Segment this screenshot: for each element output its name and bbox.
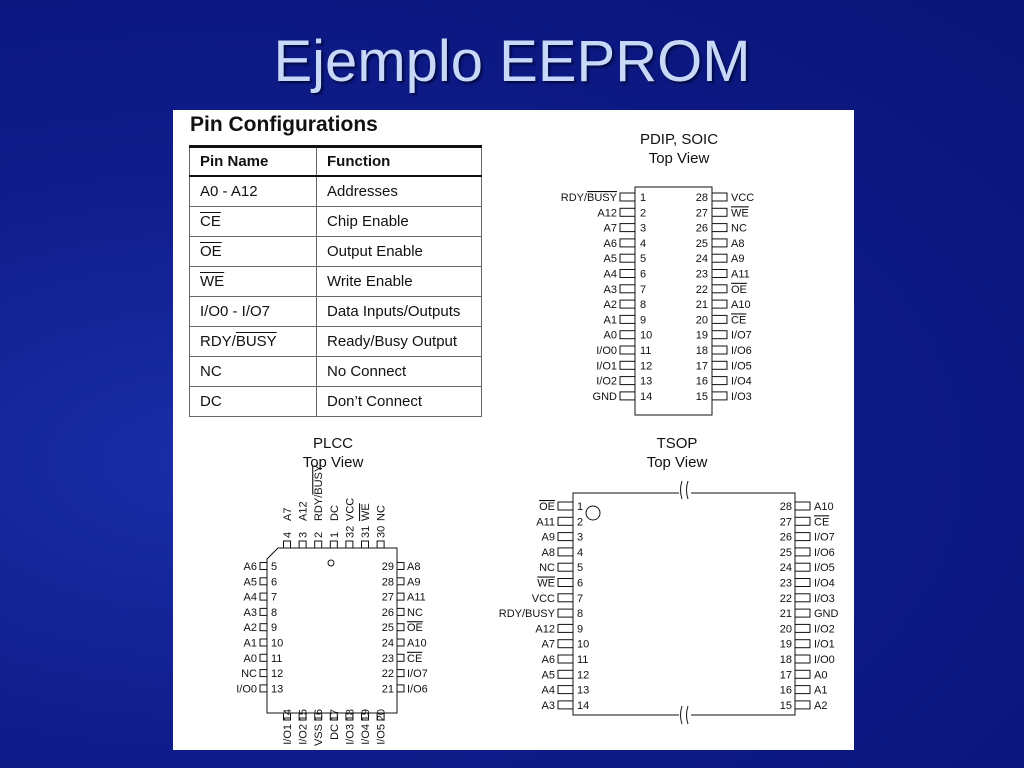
tsop-pin-number: 9 (577, 623, 584, 636)
pdip-pin (620, 270, 635, 278)
tsop-pin-number: 12 (577, 669, 590, 682)
pdip-pin (712, 331, 727, 339)
plcc-pin (299, 541, 306, 548)
plcc-pin (260, 639, 267, 646)
tsop-pin (558, 640, 573, 648)
plcc-pin-label: VSS (313, 724, 326, 747)
plcc-pin (397, 639, 404, 646)
tsop-pin (795, 579, 810, 587)
plcc-pin (260, 654, 267, 661)
function-cell: Addresses (317, 176, 482, 207)
plcc-pin-label: I/O5 (375, 724, 388, 745)
plcc-pin-label: RDY/BUSY (313, 464, 326, 521)
plcc-pin (397, 578, 404, 585)
plcc-pin-label: A1 (243, 637, 257, 650)
plcc-pin-label: I/O2 (297, 724, 310, 745)
pdip-pin (620, 300, 635, 308)
tsop-pin-label: A11 (536, 516, 555, 529)
tsop-pin-number: 17 (779, 669, 792, 682)
tsop-pin-number: 26 (779, 531, 792, 544)
plcc-pin (397, 593, 404, 600)
tsop-pin (795, 517, 810, 525)
tsop-pin (558, 594, 573, 602)
plcc-pin-label: NC (375, 505, 388, 521)
plcc-pin-number: 9 (271, 622, 278, 635)
tsop-pin-label: A6 (541, 654, 555, 666)
tsop-pin-number: 22 (779, 592, 792, 605)
plcc-pin-number: 21 (381, 683, 394, 696)
pin-name-part: A0 - A12 (200, 183, 258, 200)
tsop-pin (795, 640, 810, 648)
plcc-pin-number: 13 (271, 683, 284, 696)
tsop-pin-label: CE (814, 516, 830, 529)
tsop-pin-number: 16 (779, 684, 792, 697)
tsop-pin-label: I/O7 (814, 531, 835, 544)
datasheet-figure (173, 110, 854, 750)
pdip-pin (712, 224, 727, 232)
tsop-pin (795, 548, 810, 556)
plcc-pin-label: DC (328, 505, 341, 521)
tsop-pin-number: 10 (577, 638, 590, 651)
tsop-pin (558, 609, 573, 617)
pdip-pin-label: A1 (603, 314, 617, 327)
pdip-pin (620, 285, 635, 293)
tsop-pin-label: OE (539, 501, 555, 513)
pdip-pin-label: WE (731, 207, 749, 220)
plcc-pin (397, 624, 404, 631)
pin-name-part: RDY/ (200, 333, 236, 350)
pdip-pin-label: A3 (603, 283, 617, 296)
tsop-pin-label: A10 (814, 501, 834, 513)
pdip-pin (712, 361, 727, 369)
package-diagrams (173, 110, 854, 750)
tsop-pin (795, 701, 810, 709)
pdip-pin (620, 392, 635, 400)
plcc-pin-label: I/O4 (360, 724, 372, 745)
pdip-pin (620, 346, 635, 354)
plcc-caption-view: Top View (302, 454, 364, 471)
tsop-pin (558, 655, 573, 663)
tsop-pin (795, 563, 810, 571)
plcc-pin-number: 19 (360, 709, 372, 722)
plcc-pin (315, 541, 322, 548)
pdip-pin (712, 270, 727, 278)
tsop-pin-number: 11 (577, 654, 589, 666)
plcc-pin-number: 24 (381, 637, 394, 650)
plcc-pin-label: A9 (407, 576, 421, 589)
tsop-pin-label: A3 (541, 699, 555, 712)
tsop-pin (558, 548, 573, 556)
pdip-pin-label: A5 (603, 253, 617, 266)
pdip-pin-label: GND (592, 390, 617, 403)
plcc-pin-number: 2 (313, 531, 326, 538)
plcc-pin-label: A3 (243, 606, 257, 619)
pdip-pin-label: CE (731, 314, 747, 327)
tsop-pin-label: I/O6 (814, 546, 835, 559)
tsop-pin-label: I/O4 (814, 577, 835, 590)
pdip-pin-number: 8 (640, 299, 647, 312)
pin-name-part: $\overline{CE}$ (200, 213, 221, 230)
pdip-pin-number: 26 (695, 222, 708, 235)
plcc-pin-label: A8 (407, 561, 421, 573)
tsop-pin (558, 563, 573, 571)
pdip-pin-number: 1 (640, 192, 647, 204)
tsop-pin (795, 624, 810, 632)
plcc-pin-number: 27 (381, 591, 394, 604)
tsop-pin-number: 13 (577, 684, 590, 697)
tsop-pin-number: 27 (779, 516, 792, 529)
tsop-pin-number: 4 (577, 546, 584, 559)
tsop-pin-label: NC (539, 562, 555, 575)
pdip-pin-label: I/O4 (731, 375, 752, 388)
tsop-pin (558, 502, 573, 510)
tsop-pin-label: I/O0 (814, 654, 835, 666)
tsop-caption-package: TSOP (656, 435, 698, 452)
pdip-pin-number: 27 (695, 207, 708, 220)
pdip-pin-number: 2 (640, 207, 647, 220)
plcc-pin-number: 11 (271, 652, 283, 665)
tsop-pin (795, 594, 810, 602)
function-cell: Data Inputs/Outputs (317, 297, 482, 327)
tsop-pin-label: A2 (814, 699, 828, 712)
tsop-pin-number: 6 (577, 577, 584, 590)
plcc-pin (260, 624, 267, 631)
pdip-pin (620, 224, 635, 232)
tsop-pin-label: A4 (541, 684, 555, 697)
pdip-pin-label: I/O7 (731, 329, 752, 342)
pdip-pin (712, 377, 727, 385)
tsop-pin-label: WE (537, 577, 555, 590)
plcc-pin-number: 30 (375, 525, 388, 538)
pdip-pin (620, 239, 635, 247)
pdip-pin-number: 24 (695, 253, 708, 266)
tsop-pin-label: I/O2 (814, 623, 835, 636)
plcc-pin-number: 26 (381, 606, 394, 619)
plcc-pin (260, 578, 267, 585)
pdip-pin-number: 6 (640, 268, 647, 281)
pdip-pin-number: 11 (640, 345, 652, 357)
pdip-pin-number: 13 (640, 375, 653, 388)
plcc-pin-number: 7 (271, 591, 278, 604)
pdip-pin (620, 377, 635, 385)
plcc-pin-number: 12 (271, 668, 284, 681)
plcc-pin-number: 28 (381, 576, 394, 589)
tsop-pin-label: GND (814, 608, 839, 621)
plcc-pin-label: A5 (243, 576, 257, 589)
tsop-pin-label: A1 (814, 684, 828, 697)
tsop-pin (558, 701, 573, 709)
tsop-pin (795, 502, 810, 510)
plcc-pin (397, 670, 404, 677)
plcc-pin-number: 16 (313, 709, 326, 722)
plcc-pin-label: A10 (407, 637, 427, 650)
plcc-pin-label: CE (407, 652, 423, 665)
tsop-pin-number: 5 (577, 562, 584, 575)
pdip-pin (620, 208, 635, 216)
header-function: Function (317, 147, 482, 177)
pdip-pin-number: 4 (640, 237, 647, 250)
plcc-pin-label: A4 (243, 591, 257, 604)
tsop-pin-number: 8 (577, 608, 584, 621)
plcc-pin (260, 685, 267, 692)
plcc-pin-label: I/O7 (407, 668, 428, 681)
plcc-pin-label: A0 (243, 652, 257, 665)
pdip-pin-label: A4 (603, 268, 617, 281)
tsop-pin (558, 533, 573, 541)
tsop-pin-label: A9 (541, 531, 555, 544)
plcc-pin-label: NC (241, 668, 257, 681)
pdip-pin-number: 5 (640, 253, 647, 266)
pdip-pin-label: A6 (603, 237, 617, 250)
tsop-pin-label: A5 (541, 669, 555, 682)
tsop-pin-number: 15 (779, 699, 792, 712)
plcc-pin-number: 17 (328, 709, 341, 722)
tsop-pin-number: 18 (779, 654, 792, 666)
pdip-pin-number: 3 (640, 222, 647, 235)
pdip-pin-label: A9 (731, 253, 745, 266)
plcc-pin-label: I/O3 (344, 724, 357, 745)
pin-name-part: DC (200, 393, 222, 410)
tsop-pin-number: 28 (779, 501, 792, 513)
pdip-pin (712, 300, 727, 308)
pdip-caption-package: PDIP, SOIC (639, 131, 719, 148)
pdip-pin-number: 7 (640, 283, 647, 296)
function-cell: No Connect (317, 357, 482, 387)
plcc-pin-label: A6 (243, 561, 257, 573)
plcc-pin (260, 670, 267, 677)
tsop-pin-label: A8 (541, 546, 555, 559)
tsop-pin-number: 21 (779, 608, 792, 621)
plcc-pin-number: 18 (344, 709, 357, 722)
tsop-pin-label: VCC (531, 592, 555, 605)
plcc-pin-number: 6 (271, 576, 278, 589)
tsop-body (573, 493, 795, 715)
plcc-pin-number: 32 (344, 525, 357, 538)
plcc-pin (260, 563, 267, 570)
pdip-pin (712, 254, 727, 262)
pdip-pin-number: 16 (695, 375, 708, 388)
pdip-pin (712, 208, 727, 216)
tsop-pin-number: 25 (779, 546, 792, 559)
pdip-pin-label: VCC (731, 192, 755, 204)
pin-name-part: BUSY (235, 333, 277, 350)
tsop-pin (558, 670, 573, 678)
pdip-caption-view: Top View (648, 150, 710, 167)
tsop-pin-label: I/O3 (814, 592, 835, 605)
slide-title: Ejemplo EEPROM (273, 29, 751, 94)
pdip-pin-label: A7 (603, 222, 617, 235)
plcc-pin-number: 23 (381, 652, 394, 665)
plcc-pin (397, 654, 404, 661)
tsop-pin (795, 670, 810, 678)
pdip-pin-label: A10 (731, 299, 751, 312)
plcc-pin-label: A12 (297, 501, 310, 521)
pin-name-part: NC (200, 363, 222, 380)
tsop-pin-number: 20 (779, 623, 792, 636)
function-cell: Output Enable (317, 237, 482, 267)
pdip-pin-number: 9 (640, 314, 647, 327)
plcc-pin-label: A2 (243, 622, 257, 635)
tsop-pin-label: RDY/BUSY (498, 608, 555, 621)
plcc-pin-number: 31 (360, 525, 372, 538)
tsop-pin-number: 1 (577, 501, 584, 513)
pdip-pin-number: 20 (695, 314, 708, 327)
plcc-body (267, 548, 397, 713)
plcc-pin (362, 541, 369, 548)
plcc-pin-label: WE (360, 503, 372, 521)
pdip-pin-label: NC (731, 222, 747, 235)
plcc-pin-label: OE (407, 622, 423, 635)
pdip-pin-number: 18 (695, 345, 708, 357)
tsop-pin-number: 7 (577, 592, 584, 605)
function-cell: Write Enable (317, 267, 482, 297)
plcc-pin-number: 1 (328, 531, 341, 538)
plcc-pin-label: NC (407, 606, 423, 619)
pdip-pin-number: 12 (640, 360, 653, 373)
tsop-pin-label: I/O5 (814, 562, 835, 575)
pdip-pin-number: 21 (695, 299, 708, 312)
pdip-pin-number: 22 (695, 283, 708, 296)
tsop-pin-label: A0 (814, 669, 828, 682)
tsop-pin (795, 686, 810, 694)
pdip-pin (620, 315, 635, 323)
pdip-pin-label: A2 (603, 299, 617, 312)
tsop-pin-label: A12 (535, 623, 555, 636)
pdip-pin-label: A0 (603, 329, 617, 342)
pdip-pin (620, 361, 635, 369)
plcc-pin-label: I/O0 (236, 683, 257, 696)
function-cell: Don’t Connect (317, 387, 482, 417)
tsop-pin-number: 19 (779, 638, 792, 651)
pdip-pin-label: I/O0 (596, 345, 617, 357)
tsop-pin (558, 624, 573, 632)
tsop-pin (558, 517, 573, 525)
pin-name-part: $\overline{WE}$ (200, 273, 225, 290)
plcc-pin (346, 541, 353, 548)
pdip-pin (712, 392, 727, 400)
pdip-pin (620, 254, 635, 262)
pdip-pin-number: 14 (640, 390, 653, 403)
plcc-pin-number: 8 (271, 606, 278, 619)
pdip-pin-number: 25 (695, 237, 708, 250)
pdip-pin-label: I/O6 (731, 345, 752, 357)
pdip-pin-label: I/O2 (596, 375, 617, 388)
plcc-pin (260, 608, 267, 615)
tsop-pin-number: 3 (577, 531, 584, 544)
pdip-pin (712, 239, 727, 247)
tsop-pin (795, 533, 810, 541)
pdip-pin-label: OE (731, 283, 747, 296)
plcc-pin-label: VCC (344, 497, 357, 521)
pin-name-part: $\overline{OE}$ (200, 243, 222, 260)
pdip-pin-label: RDY/BUSY (560, 192, 617, 204)
plcc-pin-number: 22 (381, 668, 394, 681)
tsop-pin-label: I/O1 (814, 638, 835, 651)
pdip-pin-number: 23 (695, 268, 708, 281)
plcc-pin-number: 15 (297, 709, 310, 722)
tsop-pin-number: 24 (779, 562, 792, 575)
pdip-pin-label: I/O3 (731, 390, 752, 403)
pdip-pin (712, 285, 727, 293)
pdip-pin-label: A12 (597, 207, 617, 220)
plcc-pin-number: 25 (381, 622, 394, 635)
pdip-pin-number: 19 (695, 329, 708, 342)
tsop-pin-number: 14 (577, 699, 590, 712)
plcc-pin-label: A11 (407, 591, 426, 604)
function-cell: Chip Enable (317, 207, 482, 237)
pdip-pin (620, 331, 635, 339)
plcc-pin-number: 20 (375, 709, 388, 722)
plcc-pin-label: A7 (282, 507, 294, 521)
pin-config-title: Pin Configurations (190, 113, 378, 136)
tsop-pin-number: 23 (779, 577, 792, 590)
pdip-pin (620, 193, 635, 201)
plcc-pin (397, 563, 404, 570)
pdip-pin-number: 10 (640, 329, 653, 342)
plcc-pin-number: 5 (271, 561, 278, 573)
pdip-pin (712, 193, 727, 201)
pdip-pin-label: A11 (731, 268, 750, 281)
plcc-caption-package: PLCC (312, 435, 353, 452)
plcc-pin-number: 3 (297, 531, 310, 538)
header-pin-name: Pin Name (190, 147, 317, 177)
plcc-pin (284, 541, 291, 548)
plcc-pin-number: 14 (282, 709, 294, 722)
pdip-pin (712, 346, 727, 354)
tsop-caption-view: Top View (646, 454, 708, 471)
tsop-pin (558, 686, 573, 694)
plcc-pin-number: 29 (381, 561, 394, 573)
plcc-pin-number: 10 (271, 637, 284, 650)
tsop-pin-label: A7 (541, 638, 555, 651)
pdip-pin-label: I/O1 (596, 360, 617, 373)
plcc-pin (330, 541, 337, 548)
plcc-pin-label: I/O1 (282, 724, 294, 745)
pdip-pin-number: 28 (695, 192, 708, 204)
pin-name-part: I/O0 - I/O7 (200, 303, 271, 320)
plcc-pin-label: DC (328, 724, 341, 740)
plcc-pin-number: 4 (282, 531, 294, 538)
pdip-pin-label: A8 (731, 237, 745, 250)
plcc-pin (397, 608, 404, 615)
tsop-pin (558, 579, 573, 587)
plcc-pin (397, 685, 404, 692)
pdip-pin-label: I/O5 (731, 360, 752, 373)
pdip-pin-number: 17 (695, 360, 708, 373)
tsop-pin (795, 609, 810, 617)
tsop-pin-number: 2 (577, 516, 584, 529)
plcc-pin-label: I/O6 (407, 683, 428, 696)
plcc-pin (377, 541, 384, 548)
tsop-pin (795, 655, 810, 663)
function-cell: Ready/Busy Output (317, 327, 482, 357)
pdip-pin (712, 315, 727, 323)
pdip-pin-number: 15 (695, 390, 708, 403)
plcc-pin (260, 593, 267, 600)
